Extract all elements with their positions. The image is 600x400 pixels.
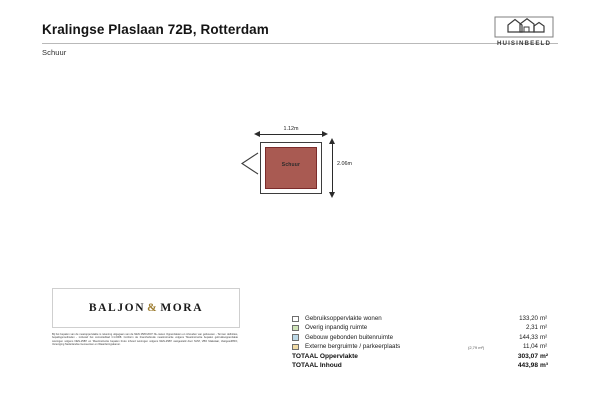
legend-value: 144,33	[519, 333, 538, 341]
dimension-height-label: 2.06m	[337, 161, 352, 167]
agency-name-ampersand: &	[147, 302, 159, 314]
legend-row	[292, 333, 560, 342]
total-value: 303,07	[517, 352, 538, 360]
page-title: Kralingse Plaslaan 72B, Rotterdam	[42, 22, 269, 37]
floorplan-drawing	[228, 128, 378, 228]
legend-unit: m²	[540, 333, 548, 341]
swatch-extern-icon	[292, 344, 299, 351]
dimension-arrow-bottom	[329, 192, 335, 198]
legend-note: (2,79 m²)	[468, 345, 485, 351]
total-value: 443,98	[517, 361, 538, 369]
legend-label: Gebruiksoppervlakte wonen	[305, 315, 382, 322]
page-subtitle: Schuur	[42, 48, 67, 57]
dimension-width-label: 1.12m	[278, 126, 304, 132]
legend-label: Overig inpandig ruimte	[305, 324, 368, 332]
dimension-width	[254, 128, 328, 140]
total-row	[292, 352, 560, 361]
total-label: TOTAAL Inhoud	[292, 361, 342, 369]
swatch-wonen-icon	[292, 316, 299, 323]
room-label: Schuur	[281, 162, 301, 168]
legend-unit: m²	[540, 343, 548, 351]
dimension-height	[328, 138, 352, 198]
swatch-overig-icon	[292, 325, 299, 332]
legend-row	[292, 323, 560, 332]
dimension-line-vertical	[332, 144, 333, 192]
legend-value: 11,04	[522, 343, 538, 351]
area-legend	[292, 314, 560, 370]
agency-logo-box	[52, 288, 240, 328]
legend-row	[292, 342, 560, 351]
legend-value: 2,31	[525, 324, 538, 332]
dimension-arrow-right	[322, 131, 328, 137]
swatch-gebouw-icon	[292, 334, 299, 341]
agency-name	[89, 302, 203, 314]
legend-unit: m²	[540, 324, 548, 332]
agency-name-right: MORA	[160, 302, 204, 314]
legend-value: 133,20	[519, 315, 538, 322]
legend-label: Externe bergruimte / parkeerplaats	[305, 343, 401, 351]
measurement-disclaimer: Bij het bepalen van de meetoppervlakte is rekening uitgegaan van de NEN 2580:2007 NL-meten Oppervlakten en inhouden van gebouwen - Termen definities, bepalingsmethoden - inclusief het correctieblad C1:2008. Conform de branchebrede meetinstructie volgens 'Meetinstructie bepalen gebruiksoppervlakte woningen volgens NEN-2580' en 'Meetinstructie bepalen bruto inhoud woningen volgens NEN-2580' vastgesteld door NVM, VBO Makelaar, VastgoedPRO, Vereniging Nederlandse Gemeenten en Waarderingskamer.	[52, 333, 238, 347]
agency-name-left: BALJON	[88, 302, 146, 314]
logo-wordmark: HUISINBEELD	[496, 40, 552, 47]
dimension-line	[260, 134, 322, 135]
room-outline	[260, 142, 322, 194]
total-unit: m²	[540, 352, 549, 360]
legend-unit: m²	[540, 315, 548, 322]
company-logo	[488, 16, 560, 47]
total-row	[292, 361, 560, 370]
room-fill	[265, 147, 317, 189]
legend-label: Gebouw gebonden buitenruimte	[305, 333, 394, 341]
total-label: TOTAAL Oppervlakte	[292, 352, 358, 360]
legend-row	[292, 314, 560, 323]
header-divider	[42, 43, 558, 44]
house-in-frame-icon	[494, 16, 554, 38]
total-unit: m³	[540, 361, 549, 369]
door-swing-icon	[240, 152, 259, 175]
